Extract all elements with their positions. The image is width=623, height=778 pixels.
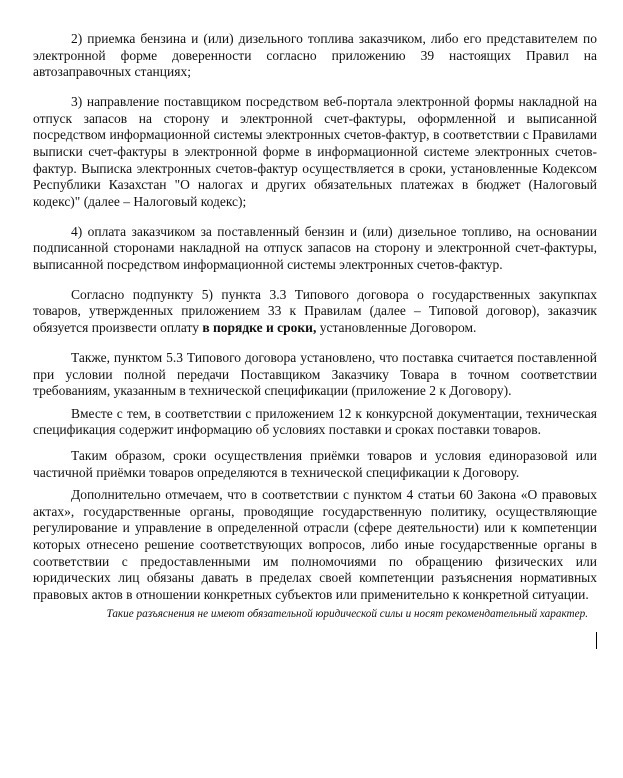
payment-terms-text-end: установленные Договором.	[316, 320, 477, 336]
paragraph-legal-reference: Дополнительно отмечаем, что в соответствии с пунктом 4 статьи 60 Закона «О правовых актах», государственные органы, проводящие государственную политику, осуществляющие регулирование и управление в определенной отрасли (сфере деятельности) или к компетенции которых отнесено решение соответствующих вопросов, либо иные государственные органы в соответствии с предоставленными им полномочиями по обращению физических или юридических лиц обязаны давать в пределах своей компетенции разъяснения нормативных правовых актов в отношении конкретных субъектов или применительно к конкретной ситуации.	[33, 487, 597, 602]
paragraph-delivery-clause: Также, пунктом 5.3 Типового договора установлено, что поставка считается поставленной при условии полной передачи Поставщиком Заказчику Товара в точном соответствии требованиям, указанным в технической спецификации (приложение 2 к Договору).	[33, 350, 597, 399]
paragraph-item-4: 4) оплата заказчиком за поставленный бензин и (или) дизельное топливо, на основании подписанной сторонами накладной на отпуск запасов на сторону и электронной счет-фактуры, выписанной посредством информационной системы электронных счетов-фактур.	[33, 223, 597, 272]
payment-terms-bold-text: в порядке и сроки,	[202, 320, 317, 336]
paragraph-item-2: 2) приемка бензина и (или) дизельного топлива заказчиком, либо его представителем по электронной форме доверенности согласно приложению 39 настоящих Правил на автозаправочных станциях;	[33, 31, 597, 80]
payment-terms-text-start: Согласно подпункту 5) пункта 3.3 Типового договора о государственных закупкпах товаров, утвержденных приложением 33 к Правилам (далее – Типовой договор), заказчик обязуется произвести оплату	[33, 286, 597, 336]
text-cursor	[596, 632, 597, 649]
paragraph-technical-specification: Вместе с тем, в соответствии с приложением 12 к конкурсной документации, техническая спецификация содержит информацию об условиях поставки и сроках поставки товаров.	[33, 405, 597, 438]
document-body	[33, 31, 597, 621]
paragraph-payment-terms	[33, 287, 597, 337]
disclaimer-note: Такие разъяснения не имеют обязательной юридической силы и носят рекомендательный характер.	[106, 608, 588, 621]
paragraph-item-3: 3) направление поставщиком посредством веб-портала электронной формы накладной на отпуск запасов на сторону и электронной счет-фактуры, оформленной и выписанной посредством информационной системы электронных счетов-фактур, в соответствии с Правилами выписки счет-фактуры в электронной форме в информационной системе электронных счетов-фактур. Выписка электронных счетов-фактур осуществляется в сроки, установленные Кодексом Республики Казахстан "О налогах и других обязательных платежах в бюджет (Налоговый кодекс)" (далее – Налоговый кодекс);	[33, 94, 597, 209]
paragraph-conclusion: Таким образом, сроки осуществления приёмки товаров и условия единоразовой или частичной приёмки товаров определяются в технической спецификации к Договору.	[33, 448, 597, 480]
